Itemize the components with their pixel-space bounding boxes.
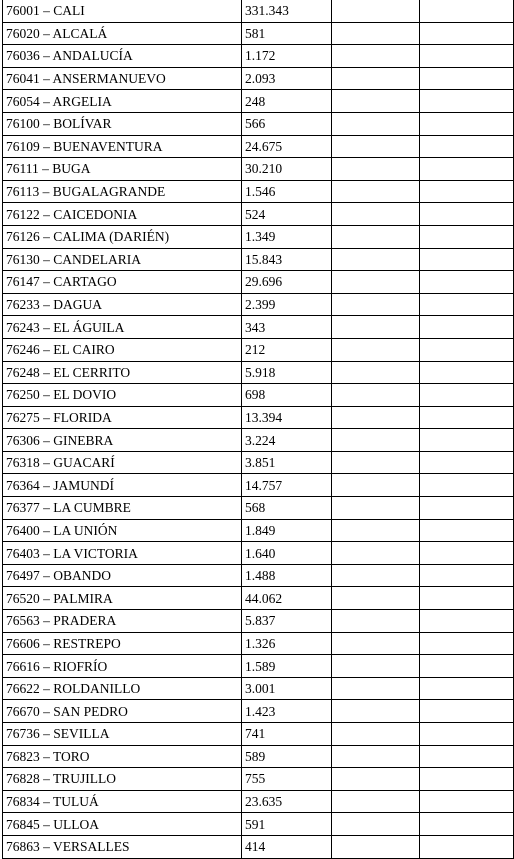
empty-cell bbox=[332, 587, 420, 610]
empty-cell bbox=[420, 293, 514, 316]
municipality-name-cell: 76364 – JAMUNDÍ bbox=[3, 474, 242, 497]
value-cell: 44.062 bbox=[242, 587, 332, 610]
value-cell: 589 bbox=[242, 745, 332, 768]
value-cell: 24.675 bbox=[242, 135, 332, 158]
table-row bbox=[3, 45, 514, 68]
value-cell: 30.210 bbox=[242, 158, 332, 181]
empty-cell bbox=[420, 497, 514, 520]
municipality-name-cell: 76670 – SAN PEDRO bbox=[3, 700, 242, 723]
empty-cell bbox=[420, 474, 514, 497]
empty-cell bbox=[420, 22, 514, 45]
municipality-name-cell: 76828 – TRUJILLO bbox=[3, 768, 242, 791]
value-cell: 414 bbox=[242, 835, 332, 858]
value-cell: 755 bbox=[242, 768, 332, 791]
value-cell: 741 bbox=[242, 723, 332, 746]
value-cell: 1.640 bbox=[242, 542, 332, 565]
table-row bbox=[3, 338, 514, 361]
table-row bbox=[3, 813, 514, 836]
empty-cell bbox=[332, 655, 420, 678]
empty-cell bbox=[332, 497, 420, 520]
municipality-name-cell: 76126 – CALIMA (DARIÉN) bbox=[3, 225, 242, 248]
table-row bbox=[3, 745, 514, 768]
empty-cell bbox=[420, 316, 514, 339]
table-row bbox=[3, 180, 514, 203]
table-row bbox=[3, 677, 514, 700]
municipality-name-cell: 76130 – CANDELARIA bbox=[3, 248, 242, 271]
empty-cell bbox=[332, 542, 420, 565]
empty-cell bbox=[420, 406, 514, 429]
municipality-name-cell: 76616 – RIOFRÍO bbox=[3, 655, 242, 678]
value-cell: 566 bbox=[242, 112, 332, 135]
empty-cell bbox=[332, 790, 420, 813]
value-cell: 1.589 bbox=[242, 655, 332, 678]
empty-cell bbox=[420, 768, 514, 791]
table-row bbox=[3, 519, 514, 542]
table-row bbox=[3, 22, 514, 45]
empty-cell bbox=[420, 203, 514, 226]
empty-cell bbox=[332, 768, 420, 791]
empty-cell bbox=[332, 293, 420, 316]
empty-cell bbox=[332, 474, 420, 497]
empty-cell bbox=[332, 316, 420, 339]
empty-cell bbox=[332, 225, 420, 248]
empty-cell bbox=[420, 677, 514, 700]
municipality-name-cell: 76250 – EL DOVIO bbox=[3, 384, 242, 407]
table-row bbox=[3, 451, 514, 474]
table-row bbox=[3, 429, 514, 452]
value-cell: 23.635 bbox=[242, 790, 332, 813]
municipality-name-cell: 76318 – GUACARÍ bbox=[3, 451, 242, 474]
empty-cell bbox=[332, 632, 420, 655]
empty-cell bbox=[420, 271, 514, 294]
municipality-name-cell: 76845 – ULLOA bbox=[3, 813, 242, 836]
table-row bbox=[3, 474, 514, 497]
table-row bbox=[3, 610, 514, 633]
value-cell: 331.343 bbox=[242, 0, 332, 22]
empty-cell bbox=[420, 700, 514, 723]
empty-cell bbox=[420, 564, 514, 587]
municipality-name-cell: 76020 – ALCALÁ bbox=[3, 22, 242, 45]
table-row bbox=[3, 497, 514, 520]
table-row bbox=[3, 384, 514, 407]
empty-cell bbox=[332, 564, 420, 587]
empty-cell bbox=[332, 677, 420, 700]
table-row bbox=[3, 700, 514, 723]
table-row bbox=[3, 564, 514, 587]
empty-cell bbox=[332, 67, 420, 90]
table-row bbox=[3, 248, 514, 271]
empty-cell bbox=[332, 406, 420, 429]
empty-cell bbox=[332, 745, 420, 768]
value-cell: 29.696 bbox=[242, 271, 332, 294]
empty-cell bbox=[420, 45, 514, 68]
empty-cell bbox=[332, 700, 420, 723]
table-row bbox=[3, 587, 514, 610]
empty-cell bbox=[332, 203, 420, 226]
empty-cell bbox=[332, 248, 420, 271]
municipality-name-cell: 76606 – RESTREPO bbox=[3, 632, 242, 655]
empty-cell bbox=[332, 723, 420, 746]
empty-cell bbox=[332, 610, 420, 633]
municipality-name-cell: 76400 – LA UNIÓN bbox=[3, 519, 242, 542]
value-cell: 2.399 bbox=[242, 293, 332, 316]
empty-cell bbox=[420, 67, 514, 90]
empty-cell bbox=[420, 90, 514, 113]
municipality-name-cell: 76248 – EL CERRITO bbox=[3, 361, 242, 384]
table-row bbox=[3, 361, 514, 384]
table-row bbox=[3, 768, 514, 791]
empty-cell bbox=[332, 112, 420, 135]
table-row bbox=[3, 203, 514, 226]
value-cell: 1.172 bbox=[242, 45, 332, 68]
value-cell: 698 bbox=[242, 384, 332, 407]
empty-cell bbox=[420, 587, 514, 610]
value-cell: 2.093 bbox=[242, 67, 332, 90]
municipality-table bbox=[2, 0, 514, 859]
empty-cell bbox=[332, 180, 420, 203]
value-cell: 3.851 bbox=[242, 451, 332, 474]
empty-cell bbox=[420, 519, 514, 542]
value-cell: 591 bbox=[242, 813, 332, 836]
value-cell: 1.349 bbox=[242, 225, 332, 248]
municipality-name-cell: 76233 – DAGUA bbox=[3, 293, 242, 316]
municipality-name-cell: 76497 – OBANDO bbox=[3, 564, 242, 587]
municipality-name-cell: 76306 – GINEBRA bbox=[3, 429, 242, 452]
municipality-name-cell: 76243 – EL ÁGUILA bbox=[3, 316, 242, 339]
value-cell: 3.001 bbox=[242, 677, 332, 700]
empty-cell bbox=[420, 135, 514, 158]
table-row bbox=[3, 655, 514, 678]
table-row bbox=[3, 225, 514, 248]
municipality-name-cell: 76403 – LA VICTORIA bbox=[3, 542, 242, 565]
empty-cell bbox=[332, 90, 420, 113]
municipality-name-cell: 76246 – EL CAIRO bbox=[3, 338, 242, 361]
table-row bbox=[3, 90, 514, 113]
empty-cell bbox=[420, 225, 514, 248]
municipality-name-cell: 76622 – ROLDANILLO bbox=[3, 677, 242, 700]
empty-cell bbox=[332, 429, 420, 452]
empty-cell bbox=[332, 338, 420, 361]
table-row bbox=[3, 0, 514, 22]
value-cell: 581 bbox=[242, 22, 332, 45]
empty-cell bbox=[420, 112, 514, 135]
municipality-name-cell: 76834 – TULUÁ bbox=[3, 790, 242, 813]
empty-cell bbox=[420, 610, 514, 633]
municipality-name-cell: 76113 – BUGALAGRANDE bbox=[3, 180, 242, 203]
value-cell: 248 bbox=[242, 90, 332, 113]
value-cell: 15.843 bbox=[242, 248, 332, 271]
empty-cell bbox=[420, 248, 514, 271]
empty-cell bbox=[332, 835, 420, 858]
value-cell: 14.757 bbox=[242, 474, 332, 497]
municipality-name-cell: 76736 – SEVILLA bbox=[3, 723, 242, 746]
empty-cell bbox=[420, 451, 514, 474]
table-row bbox=[3, 632, 514, 655]
empty-cell bbox=[420, 723, 514, 746]
empty-cell bbox=[420, 655, 514, 678]
value-cell: 3.224 bbox=[242, 429, 332, 452]
empty-cell bbox=[420, 835, 514, 858]
value-cell: 1.488 bbox=[242, 564, 332, 587]
value-cell: 524 bbox=[242, 203, 332, 226]
empty-cell bbox=[332, 361, 420, 384]
empty-cell bbox=[332, 384, 420, 407]
empty-cell bbox=[332, 519, 420, 542]
municipality-name-cell: 76054 – ARGELIA bbox=[3, 90, 242, 113]
value-cell: 568 bbox=[242, 497, 332, 520]
table-row bbox=[3, 135, 514, 158]
municipality-name-cell: 76863 – VERSALLES bbox=[3, 835, 242, 858]
table-row bbox=[3, 723, 514, 746]
value-cell: 212 bbox=[242, 338, 332, 361]
empty-cell bbox=[420, 745, 514, 768]
empty-cell bbox=[420, 632, 514, 655]
empty-cell bbox=[332, 22, 420, 45]
municipality-name-cell: 76036 – ANDALUCÍA bbox=[3, 45, 242, 68]
empty-cell bbox=[332, 0, 420, 22]
empty-cell bbox=[332, 135, 420, 158]
table-row bbox=[3, 542, 514, 565]
value-cell: 1.849 bbox=[242, 519, 332, 542]
empty-cell bbox=[420, 542, 514, 565]
municipality-name-cell: 76041 – ANSERMANUEVO bbox=[3, 67, 242, 90]
empty-cell bbox=[420, 180, 514, 203]
table-row bbox=[3, 835, 514, 858]
municipality-name-cell: 76275 – FLORIDA bbox=[3, 406, 242, 429]
table-row bbox=[3, 293, 514, 316]
value-cell: 5.918 bbox=[242, 361, 332, 384]
municipality-name-cell: 76563 – PRADERA bbox=[3, 610, 242, 633]
empty-cell bbox=[420, 813, 514, 836]
empty-cell bbox=[420, 361, 514, 384]
municipality-name-cell: 76147 – CARTAGO bbox=[3, 271, 242, 294]
municipality-name-cell: 76122 – CAICEDONIA bbox=[3, 203, 242, 226]
empty-cell bbox=[332, 813, 420, 836]
value-cell: 1.423 bbox=[242, 700, 332, 723]
value-cell: 1.326 bbox=[242, 632, 332, 655]
table-row bbox=[3, 67, 514, 90]
empty-cell bbox=[420, 384, 514, 407]
table-row bbox=[3, 271, 514, 294]
table-row bbox=[3, 112, 514, 135]
value-cell: 13.394 bbox=[242, 406, 332, 429]
table-row bbox=[3, 790, 514, 813]
empty-cell bbox=[332, 45, 420, 68]
table-row bbox=[3, 316, 514, 339]
municipality-name-cell: 76001 – CALI bbox=[3, 0, 242, 22]
empty-cell bbox=[420, 338, 514, 361]
table-row bbox=[3, 158, 514, 181]
empty-cell bbox=[420, 429, 514, 452]
municipality-name-cell: 76109 – BUENAVENTURA bbox=[3, 135, 242, 158]
empty-cell bbox=[332, 451, 420, 474]
municipality-name-cell: 76520 – PALMIRA bbox=[3, 587, 242, 610]
municipality-name-cell: 76111 – BUGA bbox=[3, 158, 242, 181]
municipality-name-cell: 76100 – BOLÍVAR bbox=[3, 112, 242, 135]
empty-cell bbox=[420, 790, 514, 813]
empty-cell bbox=[332, 271, 420, 294]
value-cell: 1.546 bbox=[242, 180, 332, 203]
empty-cell bbox=[420, 0, 514, 22]
empty-cell bbox=[420, 158, 514, 181]
value-cell: 5.837 bbox=[242, 610, 332, 633]
municipality-name-cell: 76377 – LA CUMBRE bbox=[3, 497, 242, 520]
municipality-name-cell: 76823 – TORO bbox=[3, 745, 242, 768]
table-row bbox=[3, 406, 514, 429]
empty-cell bbox=[332, 158, 420, 181]
table-body bbox=[3, 0, 514, 858]
value-cell: 343 bbox=[242, 316, 332, 339]
